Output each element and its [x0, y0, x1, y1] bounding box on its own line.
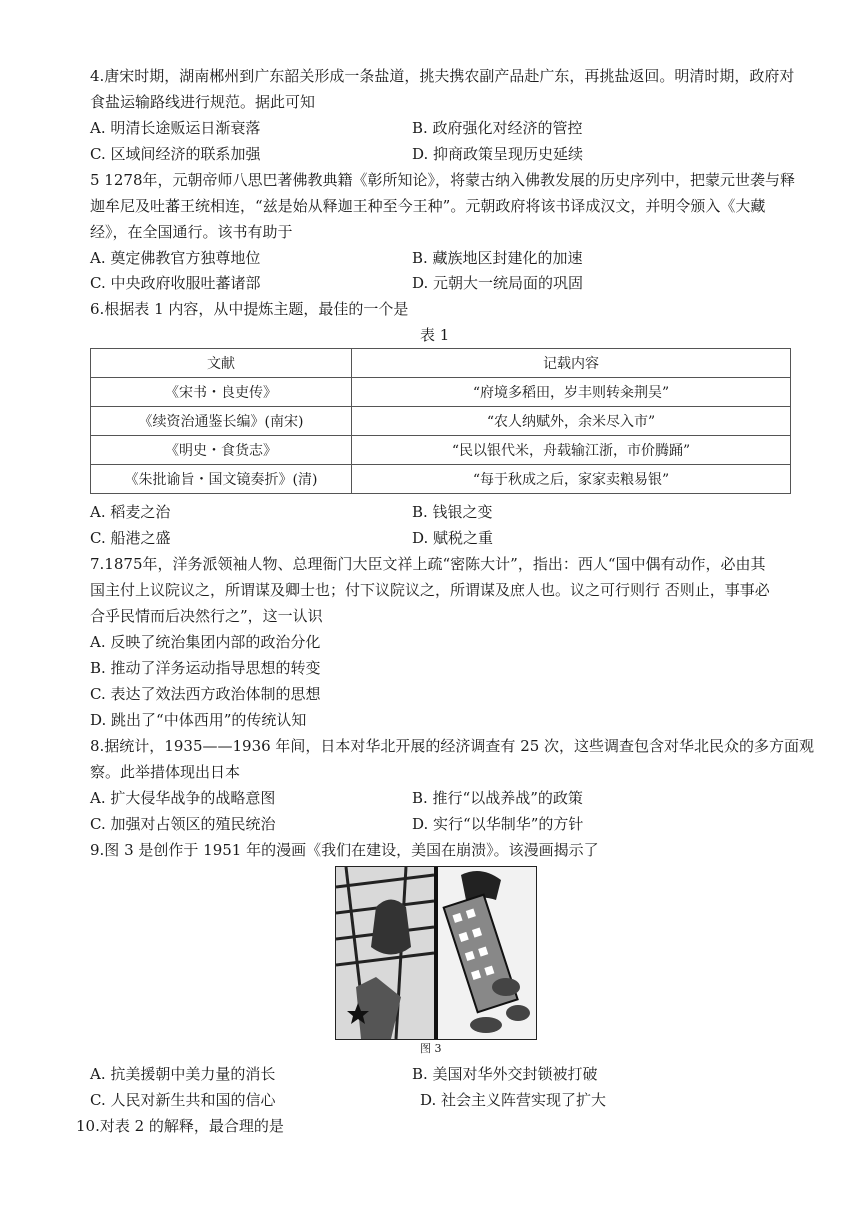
table-cell: “民以银代米，舟载输江浙，市价腾踊” [352, 436, 791, 465]
q7-stem-line-2: 国主付上议院议之，所谓谋及卿士也；付下议院议之，所谓谋及庶人也。议之可行则行 否则止，事事必 [90, 581, 770, 599]
q8-option-c: C. 加强对占领区的殖民统治 [90, 815, 276, 833]
q9-option-a: A. 抗美援朝中美力量的消长 [90, 1065, 276, 1083]
q9-stem: 9.图 3 是创作于 1951 年的漫画《我们在建设，美国在崩溃》。该漫画揭示了 [90, 841, 599, 859]
q8-option-d: D. 实行“以华制华”的方针 [412, 815, 584, 833]
table-cell: “每于秋成之后，家家卖粮易银” [352, 465, 791, 494]
q7-option-b: B. 推动了洋务运动指导思想的转变 [90, 659, 321, 677]
q9-option-b: B. 美国对华外交封锁被打破 [412, 1065, 598, 1083]
q5-stem-line-2: 迦牟尼及吐蕃王统相连，“兹是始从释迦王种至今王种”。元朝政府将该书译成汉文，并明令颁入《大藏 [90, 197, 766, 215]
figure-3-caption: 图 3 [420, 1042, 442, 1055]
q7-option-c: C. 表达了效法西方政治体制的思想 [90, 685, 321, 703]
q6-option-a: A. 稻麦之治 [90, 503, 171, 521]
worker-figures [371, 900, 411, 955]
table-header-cell: 记载内容 [352, 349, 791, 378]
q5-option-b: B. 藏族地区封建化的加速 [412, 249, 583, 267]
q7-stem-line-3: 合乎民情而后决然行之”，这一认识 [90, 607, 323, 625]
q4-option-b: B. 政府强化对经济的管控 [412, 119, 583, 137]
table-cell: 《宋书・良吏传》 [91, 378, 352, 407]
table-row [91, 407, 791, 436]
table-cell: “府境多稻田，岁丰则转籴荆吴” [352, 378, 791, 407]
cartoon-figure-3 [335, 866, 537, 1040]
table-row [91, 378, 791, 407]
table-header-cell: 文献 [91, 349, 352, 378]
q4-option-d: D. 抑商政策呈现历史延续 [412, 145, 584, 163]
q5-option-d: D. 元朝大一统局面的巩固 [412, 274, 584, 292]
q6-stem: 6.根据表 1 内容，从中提炼主题，最佳的一个是 [90, 300, 409, 318]
table-cell: 《续资治通鉴长编》(南宋) [91, 407, 352, 436]
q5-stem-line-1: 5 1278年，元朝帝师八思巴著佛教典籍《彰所知论》，将蒙古纳入佛教发展的历史序列中，把蒙元世袭与释 [90, 171, 795, 189]
q9-option-c: C. 人民对新生共和国的信心 [90, 1091, 276, 1109]
q7-stem-line-1: 7.1875年，洋务派领袖人物、总理衙门大臣文祥上疏“密陈大计”，指出：西人“国中偶有动作，必由其 [90, 555, 766, 573]
q5-option-c: C. 中央政府收服吐蕃诸部 [90, 274, 261, 292]
table-row [91, 465, 791, 494]
q5-stem-line-3: 经》，在全国通行。该书有助于 [90, 223, 293, 241]
q6-option-d: D. 赋税之重 [412, 529, 494, 547]
q9-option-d: D. 社会主义阵营实现了扩大 [420, 1091, 607, 1109]
table-header-row [91, 349, 791, 378]
q4-option-a: A. 明清长途贩运日渐衰落 [90, 119, 261, 137]
q4-stem-line-1: 4.唐宋时期，湖南郴州到广东韶关形成一条盐道，挑夫携农副产品赴广东，再挑盐返回。明清时期，政府对 [90, 67, 795, 85]
q7-option-d: D. 跳出了“中体西用”的传统认知 [90, 711, 307, 729]
q8-stem-line-1: 8.据统计，1935——1936 年间，日本对华北开展的经济调查有 25 次，这些调查包含对华北民众的多方面观 [90, 737, 815, 755]
table-cell: 《明史・食货志》 [91, 436, 352, 465]
q4-stem-line-2: 食盐运输路线进行规范。据此可知 [90, 93, 316, 111]
q4-option-c: C. 区域间经济的联系加强 [90, 145, 261, 163]
table-1-caption: 表 1 [420, 326, 450, 344]
q8-option-b: B. 推行“以战养战”的政策 [412, 789, 583, 807]
q6-option-c: C. 船港之盛 [90, 529, 171, 547]
table-row [91, 436, 791, 465]
table-cell: “农人纳赋外，余米尽入市” [352, 407, 791, 436]
q7-option-a: A. 反映了统治集团内部的政治分化 [90, 633, 321, 651]
q6-option-b: B. 钱银之变 [412, 503, 493, 521]
q5-option-a: A. 奠定佛教官方独尊地位 [90, 249, 261, 267]
table-1 [90, 348, 791, 494]
q8-stem-line-2: 察。此举措体现出日本 [90, 763, 241, 781]
table-cell: 《朱批谕旨・国文镜奏折》(清) [91, 465, 352, 494]
cartoon-illustration [336, 867, 536, 1039]
q10-stem: 10.对表 2 的解释，最合理的是 [76, 1117, 284, 1135]
q8-option-a: A. 扩大侵华战争的战略意图 [90, 789, 276, 807]
panel-divider [434, 867, 438, 1039]
